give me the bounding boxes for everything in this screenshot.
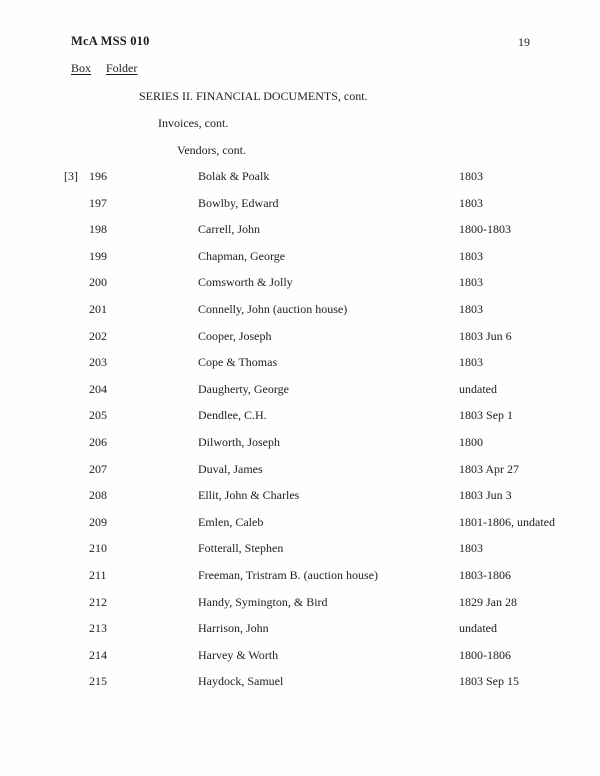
entry-vendor-name: Bowlby, Edward (198, 195, 279, 210)
entry-date: 1803 Sep 1 (459, 408, 513, 423)
entry-date: 1803 Sep 15 (459, 674, 519, 689)
entry-folder-number: 200 (89, 275, 107, 290)
entry-date: 1803 (459, 169, 483, 183)
entry-folder-number: 196 (89, 169, 107, 183)
entry-folder-number: 209 (89, 514, 107, 529)
column-header-folder: Folder (106, 61, 138, 75)
entry-date: 1801-1806, undated (459, 514, 555, 529)
entry-date: 1803 Jun 3 (459, 488, 512, 503)
entry-vendor-name: Cope & Thomas (198, 355, 278, 370)
entry-vendor-name: Duval, James (198, 461, 263, 476)
table-row (0, 353, 600, 380)
entry-folder-number: 202 (89, 328, 107, 343)
entry-vendor-name: Freeman, Tristram B. (auction house) (198, 567, 378, 582)
entry-folder-number: 206 (89, 434, 107, 449)
table-row (0, 167, 600, 194)
table-row (0, 593, 600, 620)
entry-date: 1829 Jan 28 (459, 594, 517, 609)
table-row (0, 539, 600, 566)
entry-folder-number: 214 (89, 647, 107, 662)
entry-date: 1803 Apr 27 (459, 461, 519, 476)
table-row (0, 220, 600, 247)
entry-date: undated (459, 381, 497, 396)
table-row (0, 194, 600, 221)
entry-date: 1803 (459, 275, 483, 290)
entry-folder-number: 208 (89, 488, 107, 503)
table-row (0, 646, 600, 673)
entry-vendor-name: Harvey & Worth (198, 647, 279, 662)
table-row (0, 247, 600, 274)
entry-folder-number: 197 (89, 195, 107, 210)
table-row (0, 273, 600, 300)
entry-folder-number: 213 (89, 621, 107, 636)
entry-vendor-name: Fotterall, Stephen (198, 541, 284, 556)
entry-date: 1803 (459, 195, 483, 210)
table-row (0, 433, 600, 460)
entry-folder-number: 205 (89, 408, 107, 423)
entry-vendor-name: Daugherty, George (198, 381, 289, 396)
page-number: 19 (518, 35, 530, 49)
entry-date: 1803-1806 (459, 567, 511, 582)
entry-vendor-name: Emlen, Caleb (198, 514, 264, 529)
entry-date: 1803 (459, 541, 483, 556)
series-heading: SERIES II. FINANCIAL DOCUMENTS, cont. (139, 89, 368, 103)
table-row (0, 406, 600, 433)
entry-vendor-name: Cooper, Joseph (198, 328, 272, 343)
subseries-heading: Invoices, cont. (158, 116, 229, 130)
table-row (0, 460, 600, 487)
table-row (0, 380, 600, 407)
entry-vendor-name: Connelly, John (auction house) (198, 301, 348, 316)
table-row (0, 513, 600, 540)
entry-date: 1803 (459, 355, 483, 370)
entry-vendor-name: Haydock, Samuel (198, 674, 284, 689)
entry-folder-number: 215 (89, 674, 107, 689)
entry-folder-number: 207 (89, 461, 107, 476)
entry-date: 1800-1803 (459, 222, 511, 237)
entry-date: 1800 (459, 434, 483, 449)
table-row (0, 486, 600, 513)
entry-folder-number: 212 (89, 594, 107, 609)
entry-folder-number: 198 (89, 222, 107, 237)
column-header-box: Box (71, 61, 92, 75)
entry-date: 1803 Jun 6 (459, 328, 512, 343)
entry-vendor-name: Dendlee, C.H. (198, 408, 267, 423)
table-row (0, 300, 600, 327)
entry-date: 1803 (459, 301, 483, 316)
table-row (0, 672, 600, 699)
entry-folder-number: 201 (89, 301, 107, 316)
table-row (0, 327, 600, 354)
entry-date: undated (459, 621, 497, 636)
entry-vendor-name: Harrison, John (198, 621, 269, 636)
sub-subseries-heading: Vendors, cont. (177, 143, 246, 157)
entry-vendor-name: Bolak & Poalk (198, 169, 270, 183)
entry-box-number: [3] (64, 169, 78, 183)
entry-date: 1803 (459, 248, 483, 263)
entry-folder-number: 203 (89, 355, 107, 370)
entry-list (0, 167, 600, 699)
entry-vendor-name: Carrell, John (198, 222, 260, 237)
entry-date: 1800-1806 (459, 647, 511, 662)
entry-vendor-name: Comsworth & Jolly (198, 275, 293, 290)
table-row (0, 619, 600, 646)
entry-folder-number: 199 (89, 248, 107, 263)
entry-vendor-name: Handy, Symington, & Bird (198, 594, 328, 609)
entry-vendor-name: Ellit, John & Charles (198, 488, 300, 503)
entry-vendor-name: Chapman, George (198, 248, 286, 263)
entry-vendor-name: Dilworth, Joseph (198, 434, 280, 449)
entry-folder-number: 204 (89, 381, 107, 396)
table-row (0, 566, 600, 593)
collection-id: McA MSS 010 (71, 34, 150, 48)
entry-folder-number: 211 (89, 567, 107, 582)
entry-folder-number: 210 (89, 541, 107, 556)
